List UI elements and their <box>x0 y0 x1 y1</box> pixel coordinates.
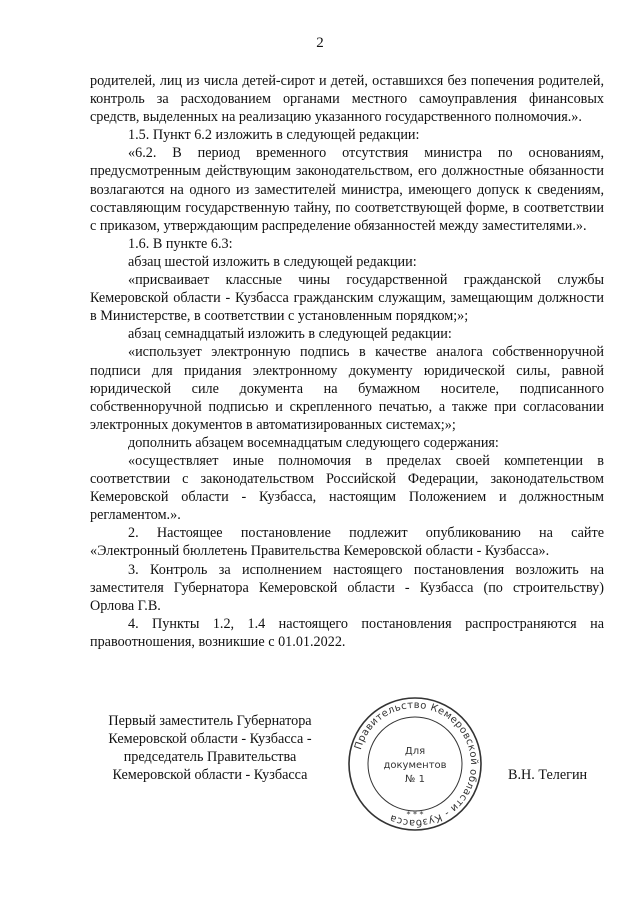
paragraph-quote-abzac-6: «присваивает классные чины государственной гражданской службы Кемеровской области - Кузбасса гражданским служащим, замещающим должности в Министерстве, в соответствии с установленным порядком;»; <box>90 272 604 325</box>
seal-center-text: Для <box>404 746 426 757</box>
signatory-title-line: Первый заместитель Губернатора <box>108 713 312 729</box>
paragraph-quote-abzac-17: «использует электронную подпись в качестве аналога собственноручной подписи для придания электронному документу юридической силы, равной юридической силе документа на бумажном носителе, подписанного собственноручной подписью и скрепленного печатью, а также при согласовании электронных документов в автоматизированных системах;»; <box>90 344 604 433</box>
paragraph-quote-6-2: «6.2. В период временного отсутствия министра по основаниям, предусмотренным действующим законодательством, его должностные обязанности возлагаются на одного из заместителей министра, имеющего допуск к сведениям, составляющим государственную тайну, по соответствующей форме, в соответствии с приказом, утверждающим распределение обязанностей между заместителями.». <box>90 145 604 234</box>
signatory-title <box>90 712 330 784</box>
seal-stars: * * * <box>406 810 424 819</box>
seal-center-text: документов <box>383 760 447 771</box>
seal-center-text: № 1 <box>405 774 425 785</box>
document-body <box>90 72 604 651</box>
paragraph-abzac-17: абзац семнадцатый изложить в следующей редакции: <box>128 326 452 343</box>
paragraph-item-2: 2. Настоящее постановление подлежит опубликованию на сайте «Электронный бюллетень Правительства Кемеровской области - Кузбасса». <box>90 525 604 560</box>
paragraph-item-1-6: 1.6. В пункте 6.3: <box>128 235 233 252</box>
signatory-name: В.Н. Телегин <box>508 767 588 783</box>
paragraph-item-1-5: 1.5. Пункт 6.2 изложить в следующей редакции: <box>128 127 420 144</box>
signatory-title-line: Кемеровской области - Кузбасса - <box>108 731 312 748</box>
paragraph-abzac-6: абзац шестой изложить в следующей редакции: <box>128 253 417 270</box>
paragraph-item-3: 3. Контроль за исполнением настоящего постановления возложить на заместителя Губернатора Кемеровской области - Кузбасса (по строительству) Орлова Г.В. <box>90 561 604 614</box>
signatory-title-line: Кемеровской области - Кузбасса <box>112 767 308 784</box>
paragraph-abzac-18: дополнить абзацем восемнадцатым следующего содержания: <box>128 434 499 451</box>
official-seal-stamp <box>347 696 483 832</box>
paragraph-quote-abzac-18: «осуществляет иные полномочия в пределах своей компетенции в соответствии с законодательством Российской Федерации, законодательством Кемеровской области - Кузбасса, настоящим Положением и должностным регламентом.». <box>90 452 604 524</box>
signatory-title-line: председатель Правительства <box>123 749 297 766</box>
page-number: 2 <box>316 35 324 51</box>
seal-ring-text: Правительство Кемеровской области - Кузбасса <box>353 699 480 829</box>
paragraph-continuation: родителей, лиц из числа детей-сирот и детей, оставшихся без попечения родителей, контроль за расходованием органами местного самоуправления финансовых средств, выделенных на реализацию указанного государственного полномочия.». <box>90 73 604 126</box>
paragraph-item-4: 4. Пункты 1.2, 1.4 настоящего постановления распространяются на правоотношения, возникшие с 01.01.2022. <box>90 615 604 650</box>
